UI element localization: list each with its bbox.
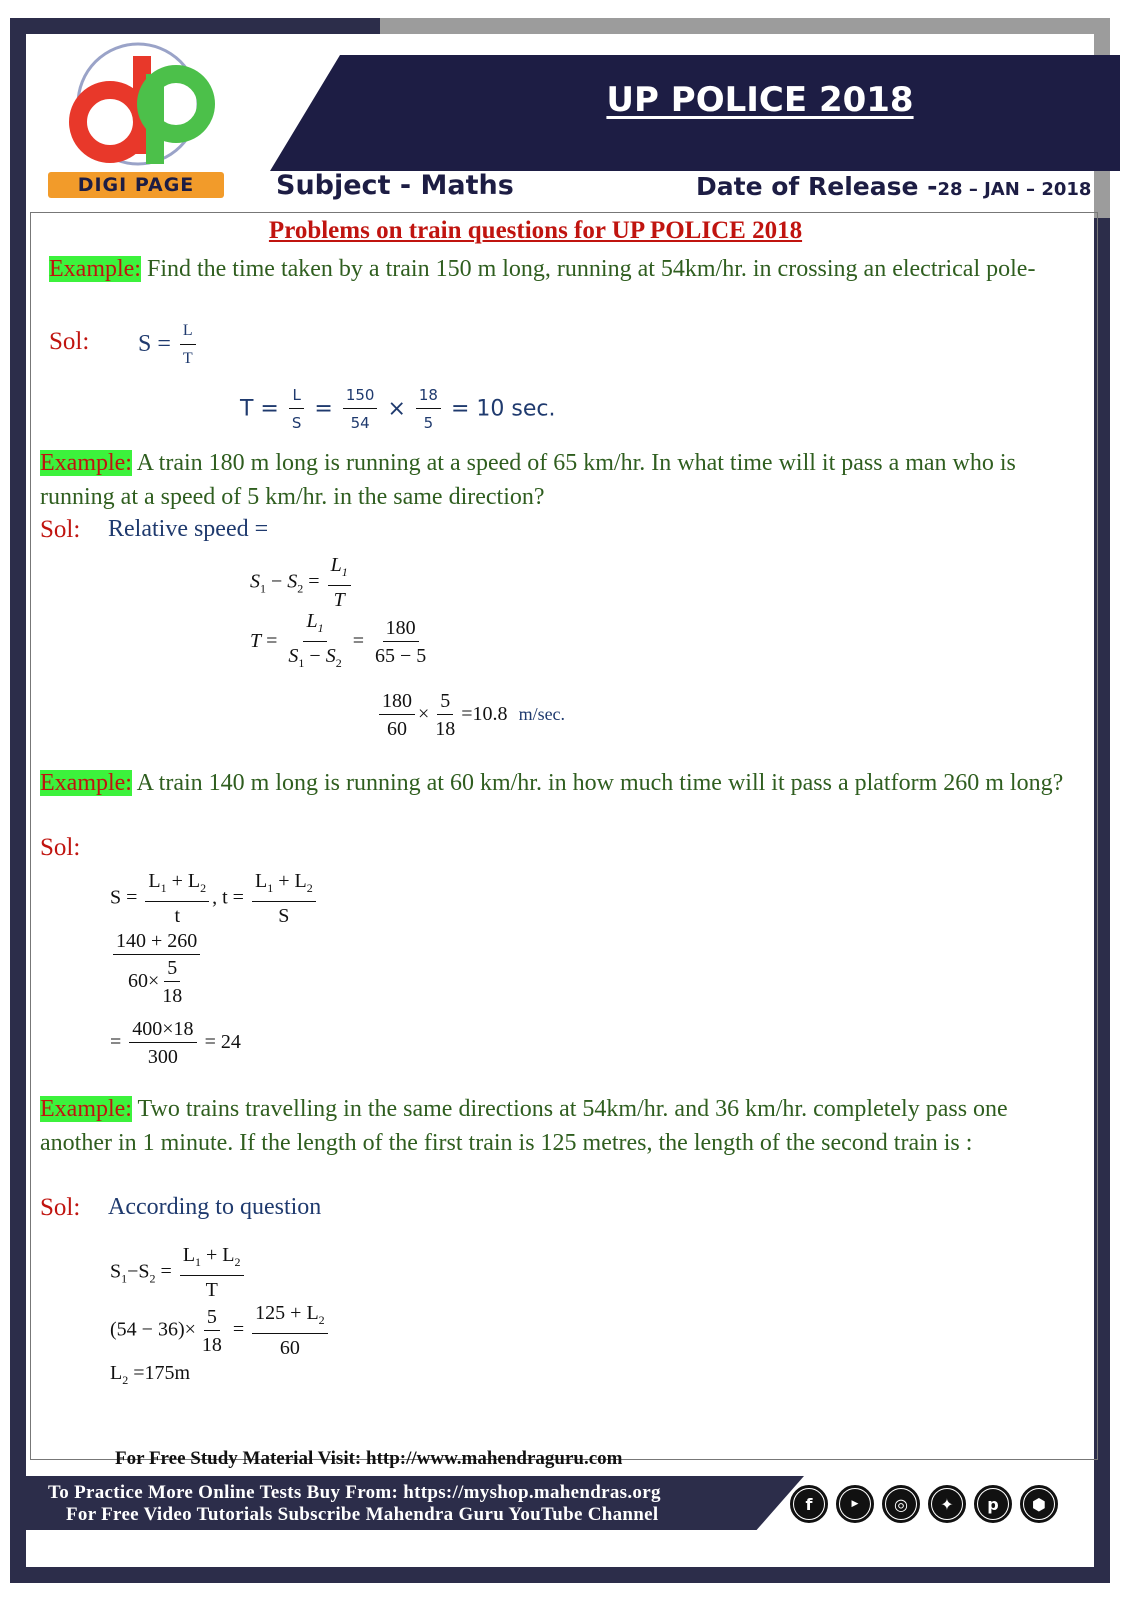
example-2-question [40,446,1060,514]
logo-label: DIGI PAGE [48,172,224,198]
page-heading: Problems on train questions for UP POLICE 2018 [268,217,803,244]
question-text: A train 180 m long is running at a speed of 65 km/hr. In what time will it pass a man who is running at a speed of 5 km/hr. in the same direction? [40,450,1016,510]
footer-visit-link[interactable]: For Free Study Material Visit: http://www.mahendraguru.com [115,1448,623,1469]
sol-label: Sol: [49,328,90,355]
youtube-icon[interactable]: ▶ [836,1485,874,1523]
sol-text: Relative speed = [108,516,269,542]
frame-accent-top [380,18,1110,34]
subject-label: Subject - Maths [276,170,514,201]
release-label: Date of Release - [696,172,938,201]
formula-result-4: $L_2 =175m$ [110,1362,191,1387]
question-text: A train 140 m long is running at 60 km/hr. in how much time will it pass a platform 260 m long? [136,770,1064,796]
dp-logo [48,42,228,192]
release-info [696,172,1091,201]
example-4-question [40,1092,1070,1160]
formula-substitute-4: (54 − 36)× $\frac{5}{18}$ = $\frac{125 + L_2}{60}$ [110,1300,331,1362]
footer-shop-link[interactable]: To Practice More Online Tests Buy From: https://myshop.mahendras.org [48,1482,661,1503]
sol-text: According to question [108,1194,322,1220]
result-text: =175m [133,1362,191,1384]
formula-speed: S = $\frac{L}{T}$ [138,318,199,373]
formula-result-3: = $\frac{400\times 18}{300}$ = 24 [110,1018,241,1068]
formula-relative: $S_1 - S_2$ = $\frac{L_1}{T}$ [250,552,354,614]
example-tag: Example: [40,450,132,476]
formula-speed-3: S = $\frac{L_1 + L_2}{t}$ , t = $\frac{L_1 + L_2}{S}$ [110,868,319,930]
example-3-question [40,766,1070,800]
formula-time-2: T = $\frac{L_1}{S_1 - S_2}$ = $\frac{180}{65 - 5}$ [250,610,427,670]
result-text: = 10 sec. [450,396,556,422]
android-icon[interactable]: ⬢ [1020,1485,1058,1523]
question-text: Two trains travelling in the same directions at 54km/hr. and 36 km/hr. completely pass one another in 1 minute. If the length of the first train is 125 metres, the length of the second train is : [40,1096,1008,1156]
result-text: = 24 [204,1031,241,1054]
pinterest-icon[interactable]: p [974,1485,1012,1523]
instagram-icon[interactable]: ◎ [882,1485,920,1523]
example-1-question [49,252,1049,286]
page-title: UP POLICE 2018 [606,80,914,120]
footer-youtube-text: For Free Video Tutorials Subscribe Mahendra Guru YouTube Channel [66,1504,659,1525]
facebook-icon[interactable]: f [790,1485,828,1523]
sol-label: Sol: [40,834,81,861]
sol-label: Sol: [40,1194,81,1221]
result-unit: m/sec. [518,704,566,725]
example-tag: Example: [40,770,132,796]
result-text: =10.8 [461,703,508,726]
formula-substitute-3: 140 + 260 60× $\frac{5}{18}$ [110,928,203,1010]
formula-relative-4: $S_1-S_2$ = $\frac{L_1 + L_2}{T}$ [110,1242,247,1304]
question-text: Find the time taken by a train 150 m long, running at 54km/hr. in crossing an electrical pole- [146,256,1036,282]
example-tag: Example: [40,1096,132,1122]
twitter-icon[interactable]: ✦ [928,1485,966,1523]
sol-label: Sol: [40,516,81,543]
formula-time: T = $\frac{L}{S}$ = $\frac{150}{54}$ × $\frac{18}{5}$ = 10 sec. [240,382,555,437]
example-tag: Example: [49,256,141,282]
formula-result-2: $\frac{180}{60}$ × $\frac{5}{18}$ =10.8 m/sec. [376,688,565,743]
release-date: 28 – JAN – 2018 [937,179,1092,200]
